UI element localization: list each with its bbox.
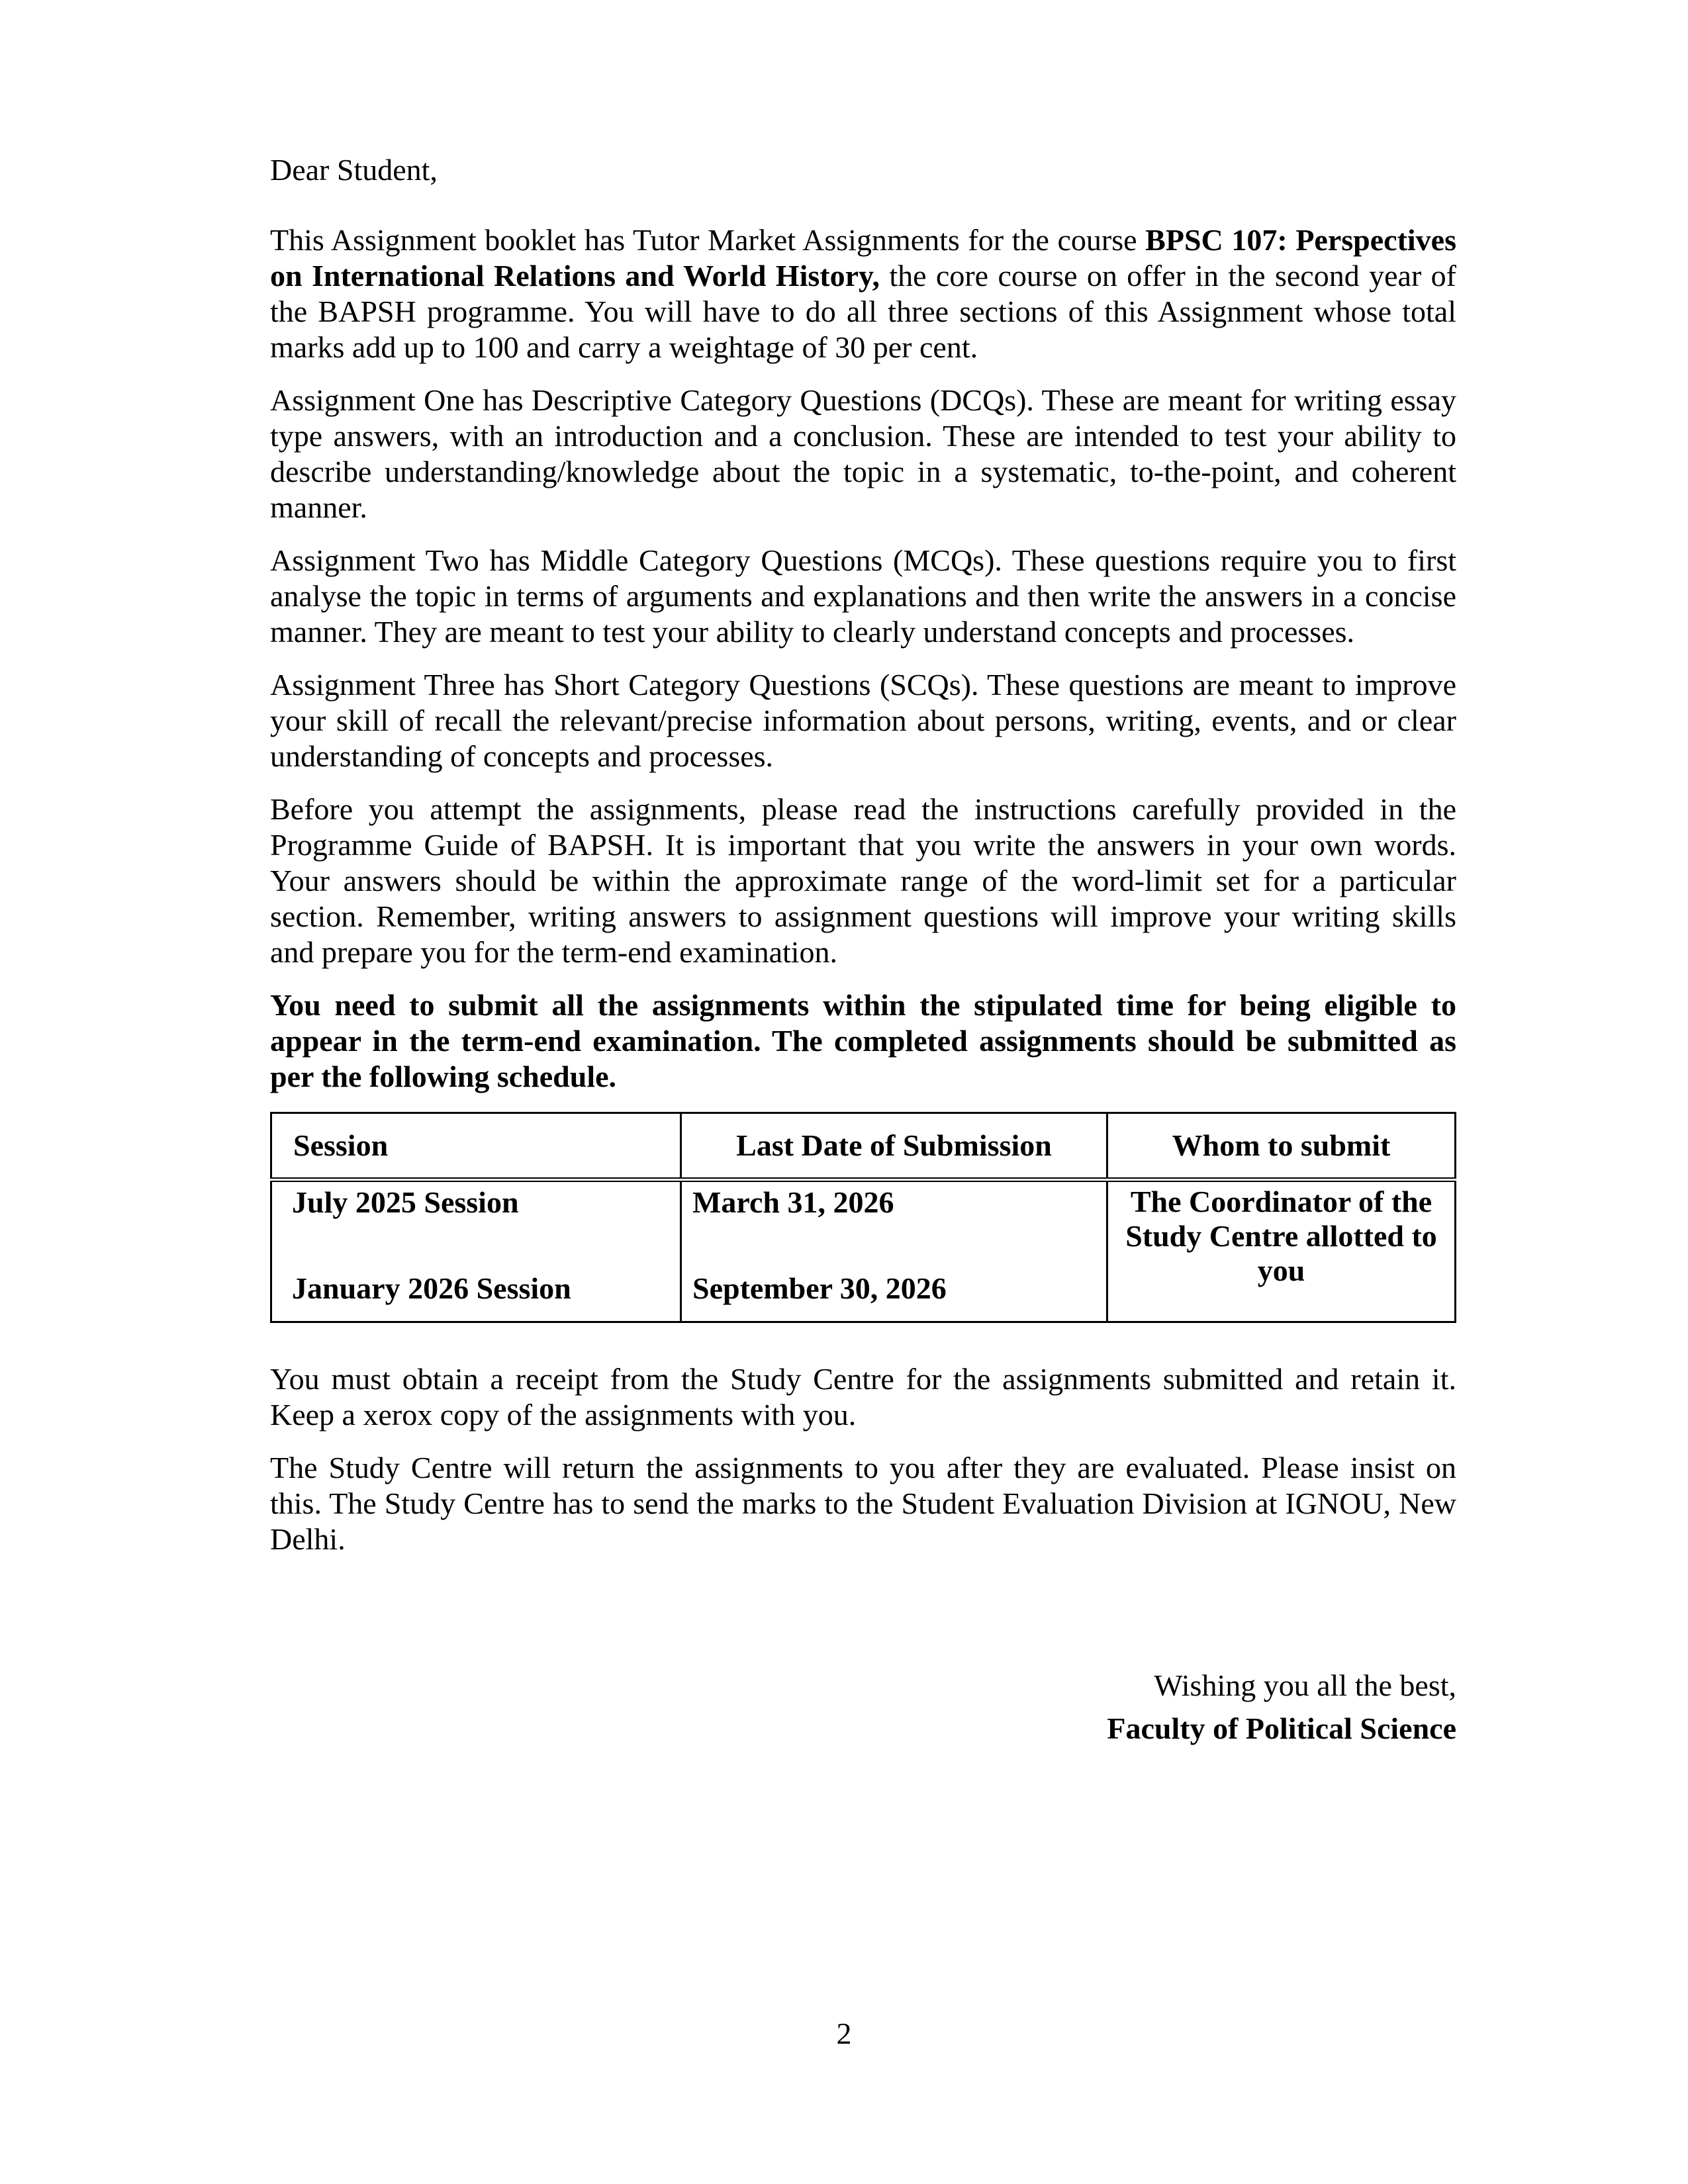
signature-line: Faculty of Political Science [1107, 1711, 1456, 1745]
session-july: July 2025 Session [292, 1185, 519, 1219]
paragraph-assignment-three: Assignment Three has Short Category Questions (SCQs). These questions are meant to improve your skill of recall the relevant/precise information about persons, writing, events, and or clear understanding of concepts and processes. [270, 668, 1456, 773]
paragraph-course-intro-pre: This Assignment booklet has Tutor Market Assignments for the course [270, 223, 1146, 257]
session-january: January 2026 Session [292, 1271, 571, 1305]
page-number: 2 [836, 2017, 852, 2050]
date-september: September 30, 2026 [692, 1271, 947, 1305]
cell-dates [680, 1180, 1107, 1322]
paragraph-instructions: Before you attempt the assignments, please read the instructions carefully provided in the Programme Guide of BAPSH. It is important that you write the answers in your own words. Your answers should be within the approximate range of the word-limit set for a particular section. Remember, writing answers to assignment questions will improve your writing skills and prepare you for the term-end examination. [270, 792, 1456, 969]
course-title-bold: BPSC 107: Perspectives on International Relations and World History, [270, 223, 1456, 293]
closing-block [270, 1668, 1456, 1747]
paragraph-assignment-two: Assignment Two has Middle Category Questions (MCQs). These questions require you to first analyse the topic in terms of arguments and explanations and then write the answers in a concise manner. They are meant to test your ability to clearly understand concepts and processes. [270, 543, 1456, 649]
header-last-date: Last Date of Submission [680, 1113, 1107, 1180]
header-whom: Whom to submit [1107, 1113, 1456, 1180]
paragraph-course-intro [270, 222, 1456, 365]
submission-schedule-table [270, 1112, 1456, 1323]
greeting: Dear Student, [270, 153, 438, 187]
closing-line: Wishing you all the best, [1154, 1668, 1456, 1702]
table-header-row [271, 1113, 1456, 1180]
paragraph-course-intro-post: the core course on offer in the second year of the BAPSH programme. You will have to do all three sections of this Assignment whose total marks add up to 100 and carry a weightage of 30 per cent. [270, 259, 1456, 364]
cell-sessions [271, 1180, 681, 1322]
date-march: March 31, 2026 [692, 1185, 894, 1219]
paragraph-submission-notice: You need to submit all the assignments within the stipulated time for being eligible to appear in the term-end examination. The completed assignments should be submitted as per the following schedule. [270, 988, 1456, 1093]
cell-whom: The Coordinator of the Study Centre allotted to you [1107, 1180, 1456, 1322]
paragraph-receipt: You must obtain a receipt from the Study Centre for the assignments submitted and retain it. Keep a xerox copy of the assignments with you. [270, 1362, 1456, 1432]
paragraph-return: The Study Centre will return the assignments to you after they are evaluated. Please insist on this. The Study Centre has to send the marks to the Student Evaluation Division at IGNOU, New Delhi. [270, 1451, 1456, 1556]
header-session: Session [271, 1113, 681, 1180]
table-body-row [271, 1180, 1456, 1322]
letter-body [270, 152, 1456, 1747]
paragraph-assignment-one: Assignment One has Descriptive Category Questions (DCQs). These are meant for writing essay type answers, with an introduction and a conclusion. These are intended to test your ability to describe understanding/knowledge about the topic in a systematic, to-the-point, and coherent manner. [270, 383, 1456, 524]
